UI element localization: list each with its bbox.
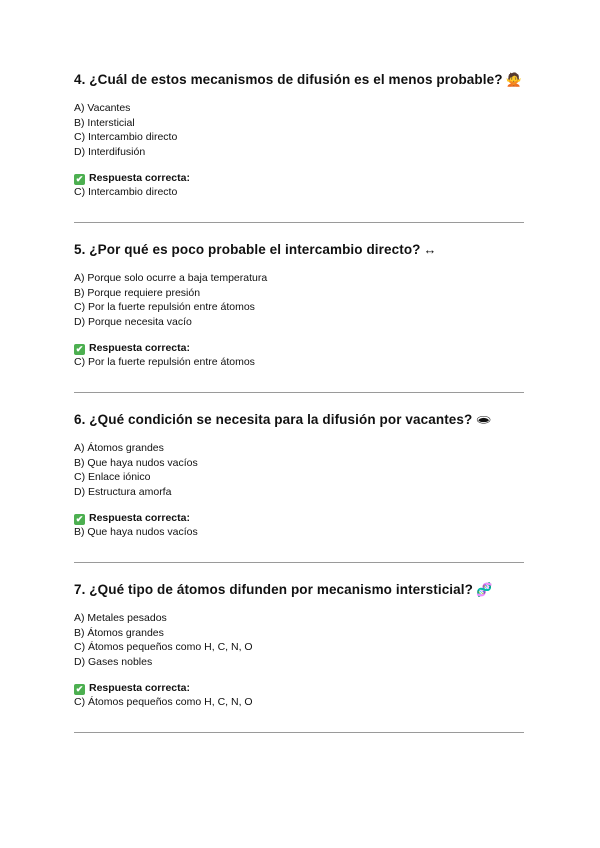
option-d: D) Estructura amorfa <box>74 485 172 498</box>
option-b: B) Porque requiere presión <box>74 286 201 299</box>
option-c: C) Enlace iónico <box>74 471 151 484</box>
option-b: B) Que haya nudos vacíos <box>74 456 198 469</box>
answer-text: C) Por la fuerte repulsión entre átomos <box>74 356 255 369</box>
question-title-text: 5. ¿Por qué es poco probable el intercambio directo? <box>74 242 421 257</box>
answer-label-text: Respuesta correcta: <box>89 512 190 525</box>
options-list <box>74 101 524 159</box>
divider <box>74 562 524 563</box>
check-mark-icon: ✔ <box>75 174 84 185</box>
question-title-text: 6. ¿Qué condición se necesita para la difusión por vacantes? <box>74 412 473 427</box>
options-list <box>74 441 524 499</box>
answer-label-text: Respuesta correcta: <box>89 682 190 695</box>
option-c: C) Intercambio directo <box>74 131 178 144</box>
question-block-6 <box>74 410 524 539</box>
answer-label <box>74 341 524 355</box>
hole-icon: 🕳 <box>475 412 492 427</box>
check-mark-icon: ✔ <box>75 684 84 695</box>
question-block-4 <box>74 70 524 199</box>
answer-text: B) Que haya nudos vacíos <box>74 526 198 539</box>
answer-label-text: Respuesta correcta: <box>89 172 190 185</box>
option-a: A) Porque solo ocurre a baja temperatura <box>74 272 268 284</box>
question-title-text: 7. ¿Qué tipo de átomos difunden por mecanismo intersticial? <box>74 582 473 597</box>
option-c: C) Átomos pequeños como H, C, N, O <box>74 641 253 654</box>
answer-label <box>74 681 524 695</box>
answer-text: C) Intercambio directo <box>74 186 178 199</box>
check-mark-icon: ✔ <box>75 344 84 355</box>
question-title <box>74 240 524 260</box>
divider <box>74 392 524 393</box>
option-d: D) Interdifusión <box>74 145 146 158</box>
question-block-5 <box>74 240 524 369</box>
option-a: A) Metales pesados <box>74 612 167 624</box>
option-c: C) Por la fuerte repulsión entre átomos <box>74 301 255 314</box>
answer-label <box>74 511 524 525</box>
option-a: A) Vacantes <box>74 102 131 114</box>
dna-icon: 🧬 <box>475 582 493 597</box>
check-mark-icon: ✔ <box>75 514 84 525</box>
option-a: A) Átomos grandes <box>74 442 164 454</box>
divider <box>74 222 524 223</box>
option-d: D) Gases nobles <box>74 655 153 668</box>
question-title <box>74 410 524 430</box>
divider <box>74 732 524 733</box>
person-gesturing-no-icon: 🙅 <box>505 72 522 87</box>
left-right-arrow-icon: ↔ <box>423 242 437 257</box>
question-title <box>74 580 524 600</box>
options-list <box>74 611 524 669</box>
question-block-7 <box>74 580 524 709</box>
question-title-text: 4. ¿Cuál de estos mecanismos de difusión es el menos probable? <box>74 72 503 87</box>
options-list <box>74 271 524 329</box>
option-b: B) Intersticial <box>74 116 135 129</box>
option-b: B) Átomos grandes <box>74 626 164 639</box>
answer-label-text: Respuesta correcta: <box>89 342 190 355</box>
answer-text: C) Átomos pequeños como H, C, N, O <box>74 696 253 709</box>
question-title <box>74 70 524 90</box>
option-d: D) Porque necesita vacío <box>74 315 192 328</box>
answer-label <box>74 171 524 185</box>
